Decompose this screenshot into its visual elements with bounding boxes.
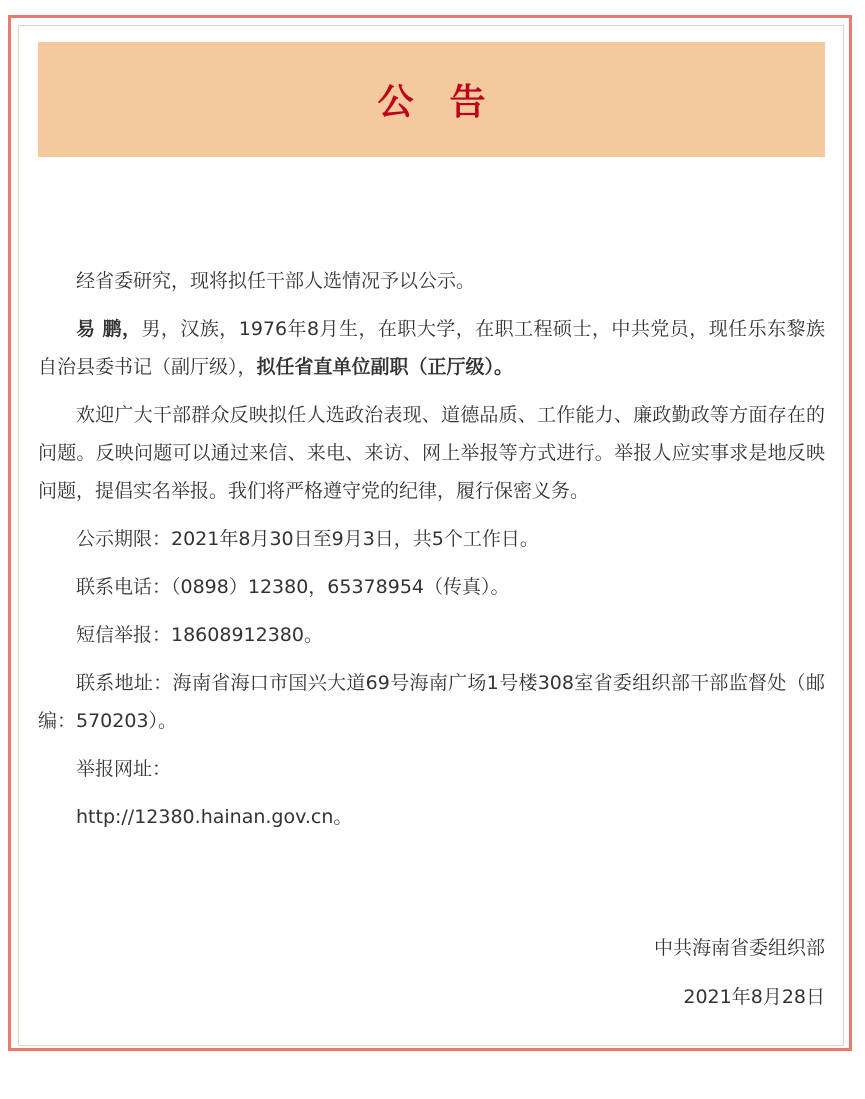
candidate-paragraph — [38, 310, 825, 386]
phone-paragraph: 联系电话：（0898）12380，65378954（传真）。 — [76, 576, 510, 598]
candidate-details: 男，汉族，1976年8月生，在职大学，在职工程硕士，中共党员，现任乐东黎族自治县委书记（副厅级）， — [38, 318, 825, 378]
candidate-name: 易 鹏， — [76, 318, 142, 340]
announcement-body — [38, 262, 825, 846]
report-label: 举报网址： — [76, 758, 172, 780]
page-title: 公告 — [377, 82, 522, 123]
header-banner — [38, 42, 825, 157]
report-url-link[interactable]: http://12380.hainan.gov.cn。 — [76, 806, 353, 828]
intro-paragraph: 经省委研究，现将拟任干部人选情况予以公示。 — [76, 270, 476, 292]
feedback-paragraph: 欢迎广大干部群众反映拟任人选政治表现、道德品质、工作能力、廉政勤政等方面存在的问题。反映问题可以通过来信、来电、来访、网上举报等方式进行。举报人应实事求是地反映问题，提倡实名举报。我们将严格遵守党的纪律，履行保密义务。 — [38, 404, 825, 502]
sms-paragraph: 短信举报：18608912380。 — [76, 624, 323, 646]
period-paragraph: 公示期限：2021年8月30日至9月3日，共5个工作日。 — [76, 528, 539, 550]
signature-org: 中共海南省委组织部 — [653, 937, 825, 959]
candidate-proposed-position: 拟任省直单位副职（正厅级）。 — [256, 356, 514, 378]
signature-date: 2021年8月28日 — [683, 986, 825, 1008]
address-paragraph: 联系地址：海南省海口市国兴大道69号海南广场1号楼308室省委组织部干部监督处（邮编：570203）。 — [38, 672, 825, 732]
